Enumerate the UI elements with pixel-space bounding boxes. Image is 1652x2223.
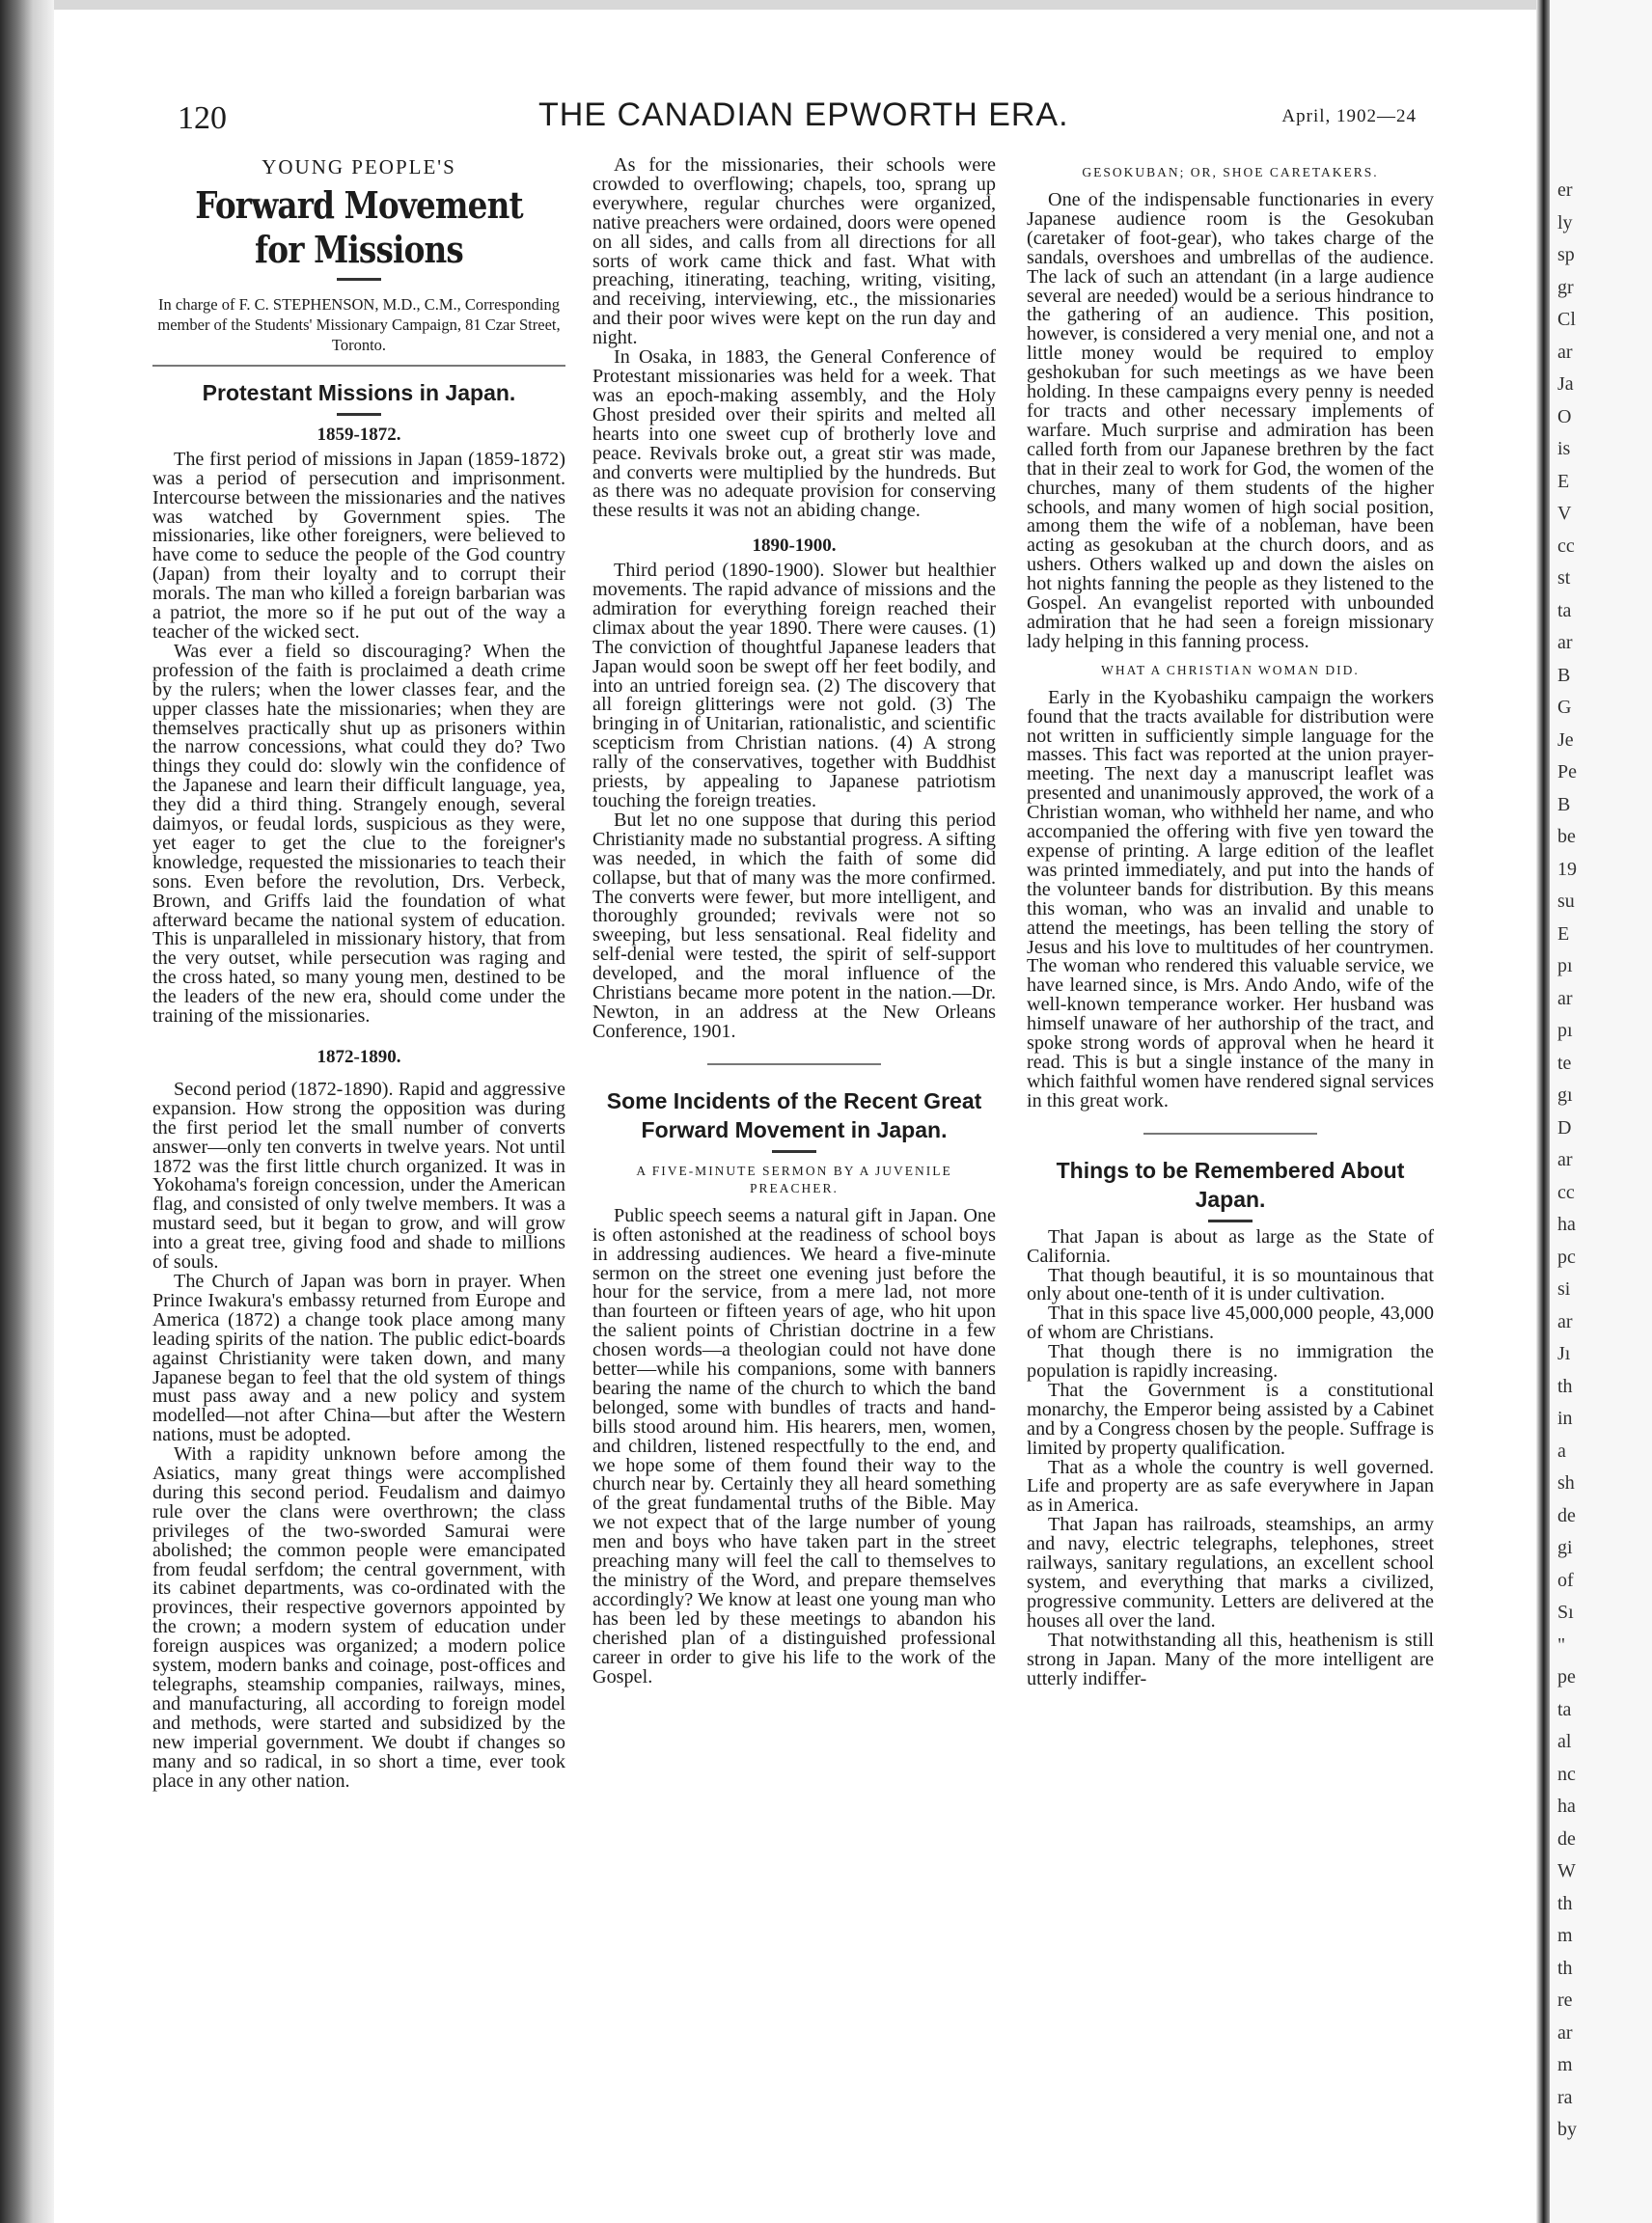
column-3 [1027,154,1434,1688]
next-page-fragment: m [1557,2054,1573,2075]
article2-paragraph: Early in the Kyobashiku campaign the workers found that the tracts available for distribution were not written in sufficiently simple language for the masses. This fact was reported at the union prayer-meeting. The next day a manuscript leaflet was presented and unanimously approved, the work of a Christian woman, who withheld her name, and who accompanied the offering with five yen toward the expense of printing. A large edition of the leaflet was printed immediately, and put into the hands of the volunteer bands for distribution. By this means this woman, who was an invalid and unable to attend the meetings, has been telling the story of Jesus and his love to multitudes of her countrymen. The woman who rendered this valuable service, we have learned since, is Mrs. Ando Ando, wife of the well-known temperance worker. Her husband was himself unaware of her authorship of the tract, and spoke strong words of approval when he heard it read. This is but a single instance of the many in which faithful women have rendered signal services in this great work. [1027,686,1434,1112]
next-page-fragment: cc [1557,1182,1575,1203]
journal-title: THE CANADIAN EPWORTH ERA. [538,96,1069,133]
next-page-fragment: er [1557,179,1573,201]
next-page-fragment: Jı [1557,1343,1571,1364]
next-page-fragment: G [1557,697,1572,718]
next-page-fragment: be [1557,826,1576,847]
article3-paragraph: That Japan has railroads, steamships, an army and navy, electric telegraphs, telephones, street railways, sanitary regulations, an excellent school system, and everything that marks a civilized, progressive community. Letters are delivered at the houses all over the land. [1027,1514,1434,1632]
next-page-fragment: su [1557,891,1575,912]
divider [152,365,565,367]
divider [1143,1133,1317,1135]
article2-subhead: GESOKUBAN; OR, SHOE CARETAKERS. [1082,165,1379,179]
column-2 [592,156,996,1687]
next-page-fragment: " [1557,1634,1566,1656]
next-page-fragment: pı [1557,1020,1573,1041]
article1-paragraph: The first period of missions in Japan (1859-1872) was a period of persecution and imprisonment. Intercourse between the missionaries and the natives was watched by Government spies. The missionaries, like other foreigners, were believed to have come to seduce the people of the God country (Japan) from their loyalty and to corrupt their morals. The man who killed a foreign barbarian was a patriot, the more so if he put out of the way a teacher of the wicked sect. [152,448,565,643]
next-page-fragment: ha [1557,1214,1576,1235]
next-page-fragment: gi [1557,1537,1573,1558]
period3-heading: 1890-1900. [752,535,837,557]
next-page-fragment: Ja [1557,373,1574,395]
next-page-fragment: ar [1557,1311,1573,1332]
period2-heading: 1872-1890. [317,1047,401,1067]
next-page-fragment: re [1557,1990,1573,2011]
article1-paragraph: The Church of Japan was born in prayer. When Prince Iwakura's embassy returned from Europe and America (1872) a change took place among many leading spirits of the nation. The public edict-boards against Christianity were taken down, and many Japanese began to feel that the old system of things must pass away and a new policy and system modelled—not after China—but after the Western nations, must be adopted. [152,1270,565,1446]
article3-paragraph: That Japan is about as large as the State of California. [1027,1225,1434,1267]
next-page-fragment: 19 [1557,859,1577,880]
next-page-fragment: de [1557,1505,1576,1526]
next-page-fragment: th [1557,1893,1573,1914]
next-page-fragment: Sı [1557,1602,1574,1623]
next-page-fragment: E [1557,923,1570,945]
next-page-fragment: sp [1557,244,1575,265]
next-page-fragment: cc [1557,535,1575,557]
article2-paragraph: One of the indispensable functionaries in every Japanese audience room is the Gesokuban (caretaker of foot-gear), who takes charge of the sandals, overshoes and umbrellas of the audience. The lack of such an attendant (in a large audience several are needed) would be a serious hindrance to the gathering of an audience. This position, however, is considered a very menial one, and not a little money would be required to employ geshokuban for such meetings as we have been holding. In these campaigns every penny is needed for tracts and other necessary implements of warfare. Much surprise and admiration has been called forth from our Japanese brethren by the fact that in their zeal to work for God, the women of the churches, many of them students of the higher schools, and many women of high social position, among them the wife of a nobleman, have been acting as gesokuban at the church doors, and as ushers. Others walked up and down the aisles on hot nights fanning the people as they listened to the Gospel. An evangelist reported with unbounded admiration that he had seen a foreign missionary lady helping in this fanning process. [1027,189,1434,652]
next-page-fragment: W [1557,1860,1576,1881]
next-page-fragment: ar [1557,1149,1573,1170]
next-page-fragment: m [1557,1925,1573,1946]
next-page-fragment: ar [1557,342,1573,363]
department-charge: In charge of F. C. STEPHENSON, M.D., C.M., Corresponding member of the Students' Missionary Campaign, 81 Czar Street, Toronto. [157,294,561,354]
next-page-fragment: D [1557,1117,1572,1139]
scan-top-edge [0,0,1652,10]
next-page-fragment: O [1557,406,1572,427]
next-page-fragment: ar [1557,632,1573,653]
next-page-fragment: is [1557,438,1571,459]
next-page-fragment: si [1557,1278,1571,1300]
next-page-fragment: E [1557,471,1570,492]
next-page-fragment: B [1557,794,1571,815]
article2-title: Some Incidents of the Recent Great Forward Movement in Japan. [606,1087,982,1142]
next-page-fragment: ar [1557,2022,1573,2044]
article3-paragraph: That though beautiful, it is so mountainous that only about one-tenth of it is under cultivation. [1027,1264,1434,1305]
article1-paragraph: But let no one suppose that during this period Christianity made no substantial progress. A sifting was needed, in which the faith of some did collapse, but that of many was the more confirmed. The converts were fewer, but more intelligent, and thoroughly grounded; revivals were not so sweeping, but less sensational. Real fidelity and self-denial were tested, the spirit of self-support developed, and the moral influence of the Christians became more potent in the nation.—Dr. Newton, in an address at the New Orleans Conference, 1901. [592,809,996,1042]
next-page-fragment: of [1557,1570,1574,1591]
next-page-fragment: a [1557,1441,1566,1462]
next-page-fragment: ta [1557,1699,1572,1720]
article1-title: Protestant Missions in Japan. [202,379,516,405]
next-page-fragment: ha [1557,1796,1576,1817]
department-title: Forward Movement for Missions [195,182,523,271]
divider [707,1063,881,1065]
next-page-fragment: nc [1557,1764,1576,1785]
next-page-fragment: V [1557,503,1572,524]
article1-paragraph: As for the missionaries, their schools were crowded to overflowing; chapels, too, sprang up everywhere, regular churches were organized, native preachers were ordained, doors were opened on all sides, and calls from all directions for all sorts of work came thick and fast. What with preaching, itinerating, teaching, writing, visiting, and receiving, interviewing, etc., the missionaries and their poor wives were kept on the run day and night. [592,154,996,349]
article2-subhead: WHAT A CHRISTIAN WOMAN DID. [1101,662,1360,677]
page-fold-shadow [1536,0,1550,2223]
next-page-fragment: B [1557,665,1571,686]
article3-paragraph: That notwithstanding all this, heathenism is still strong in Japan. Many of the more intelligent are utterly indiffer- [1027,1629,1434,1689]
article2-paragraph: Public speech seems a natural gift in Japan. One is often astonished at the readiness of school boys in addressing audiences. We heard a five-minute sermon on the street one evening just before the hour for the service, from a mere lad, not more than fourteen or fifteen years of age, who hit upon the salient points of Christian doctrine in a few chosen words—a theologian could not have done better—while his companions, some with banners bearing the name of the church to which the band belonged, some with bundles of tracts and hand-bills stood around him. His hearers, men, women, and children, listened respectfully to the end, and we hope some of them found their way to the church near by. Certainly they all heard something of the great fundamental truths of the Bible. May we not expect that of the large number of young men and boys who have taken part in the street preaching many will feel the call to themselves to the ministry of the Word, and prepare themselves accordingly? We know at least one young man who has been led by these meetings to abandon his cherished plan of a distinguished professional career in order to give his life to the work of the Gospel. [592,1204,996,1688]
next-page-fragment: ta [1557,600,1572,621]
article1-paragraph: Second period (1872-1890). Rapid and aggressive expansion. How strong the opposition was during the first period let the small number of converts answer—only ten converts in twelve years. Not until 1872 was the first little church organized. It was in Yokohama's foreign concession, under the American flag, and consisted of only twelve members. It was a mustard seed, but it began to grow, and will grow into a great tree, giving food and shade to millions of souls. [152,1078,565,1274]
title-rule [337,278,381,281]
article1-paragraph: Was ever a field so discouraging? When the profession of the faith is proclaimed a death crime by the rulers; when the lower classes fear, and the upper classes hate the missionaries; when they are themselves practically shut up as prisoners within the narrow concessions, what could they do? Two things they could do: slowly win the confidence of the Japanese and learn their difficult language, yea, they did a third thing. Strangely enough, several daimyos, or feudal lords, suspicious as they were, yet eager to get the clue to the foreigner's knowledge, requested the missionaries to teach their sons. Even before the revolution, Drs. Verbeck, Brown, and Griffs laid the foundation of what afterward became the national system of education. This is unparalleled in missionary history, that from the very outset, while persecution was raging and the cross hated, so many young men, destined to be the leaders of the new era, should come under the training of the missionaries. [152,640,565,1028]
next-page-fragment: in [1557,1408,1573,1429]
next-page-fragment: de [1557,1828,1576,1850]
next-page-fragment: pc [1557,1247,1576,1268]
period1-heading: 1859-1872. [317,424,401,445]
next-page-fragment: th [1557,1958,1573,1979]
article1-paragraph: Third period (1890-1900). Slower but healthier movements. The rapid advance of missions and the admiration for everything foreign reached their climax about the year 1890. There were causes. (1) The conviction of thoughtful Japanese leaders that Japan would soon be swept off her feet bodily, and into an untried foreign sea. (2) The discovery that all foreign glitterings were not gold. (3) The bringing in of Unitarian, rationalistic, and scientific scepticism from Christian nations. (4) A strong rally of the conservatives, together with Buddhist priests, by appealing to Japanese patriotism touching the foreign treaties. [592,560,996,811]
next-page-fragment: gı [1557,1084,1573,1106]
next-page-fragment: th [1557,1376,1573,1397]
next-page-fragment: st [1557,567,1571,589]
next-page-fragment: ar [1557,988,1573,1009]
issue-date: April, 1902—24 [1281,106,1417,126]
article3-paragraph: That though there is no immigration the population is rapidly increasing. [1027,1341,1434,1383]
page-number: 120 [178,100,227,136]
next-page-fragment: gr [1557,277,1574,298]
article3-paragraph: That the Government is a constitutional monarchy, the Emperor being assisted by a Cabinet and by a Congress chosen by the people. Suffrage is limited by property qualification. [1027,1379,1434,1459]
department-kicker: YOUNG PEOPLE'S [262,155,456,178]
page-header [174,96,1428,139]
next-page-fragment: Je [1557,729,1574,751]
next-page-fragment: by [1557,2119,1577,2140]
next-page-fragment: te [1557,1053,1572,1074]
next-page-fragment: pı [1557,955,1573,976]
article3-paragraph: That in this space live 45,000,000 people, 43,000 of whom are Christians. [1027,1303,1434,1344]
next-page-fragment: sh [1557,1472,1575,1494]
next-page-fragment: ly [1557,212,1573,233]
article1-paragraph: In Osaka, in 1883, the General Conference of Protestant missionaries was held for a week. That was an epoch-making assembly, and the Holy Ghost presided over their spirits and melted all hearts into one sweet cup of brotherly love and peace. Revivals broke out, a great stir was made, and converts were multiplied by the hundreds. But as there was no adequate provision for conserving these results it was not an abiding change. [592,346,996,522]
next-page-fragment: al [1557,1731,1572,1752]
article1-paragraph: With a rapidity unknown before among the Asiatics, many great things were accomplished during this second period. Feudalism and daimyo rule over the clans were overthrown; the class privileges of the two-sworded Samurai were abolished; the common people were emancipated from feudal serfdom; the central government, with its cabinet departments, was co-ordinated with the provinces, their respective governors appointed by the crown; a modern system of education under foreign auspices was organized; a modern police system, modern banks and coinage, post-offices and telegraphs, steamship companies, railways, mines, and manufacturing, all according to foreign model and methods, were started and subsidized by the new imperial government. We doubt if changes so many and so radical, in so short a time, ever took place in any other nation. [152,1443,565,1792]
article1-rule [337,413,381,416]
next-page-fragment: pe [1557,1666,1576,1688]
column-1 [152,154,565,1791]
article3-paragraph: That as a whole the country is well governed. Life and property are as safe everywhere in Japan as in America. [1027,1456,1434,1517]
next-page-fragment: ra [1557,2087,1573,2108]
article2-subtitle: A FIVE-MINUTE SERMON BY A JUVENILE PREACHER. [636,1163,952,1195]
next-page-fragment: Cl [1557,309,1576,330]
article2-rule [772,1150,816,1153]
article3-rule [1208,1220,1253,1222]
next-page-fragment: Pe [1557,761,1577,782]
scan-binding-gutter [0,0,54,2223]
article3-title: Things to be Remembered About Japan. [1056,1157,1405,1212]
next-page-edge [1550,0,1652,2223]
